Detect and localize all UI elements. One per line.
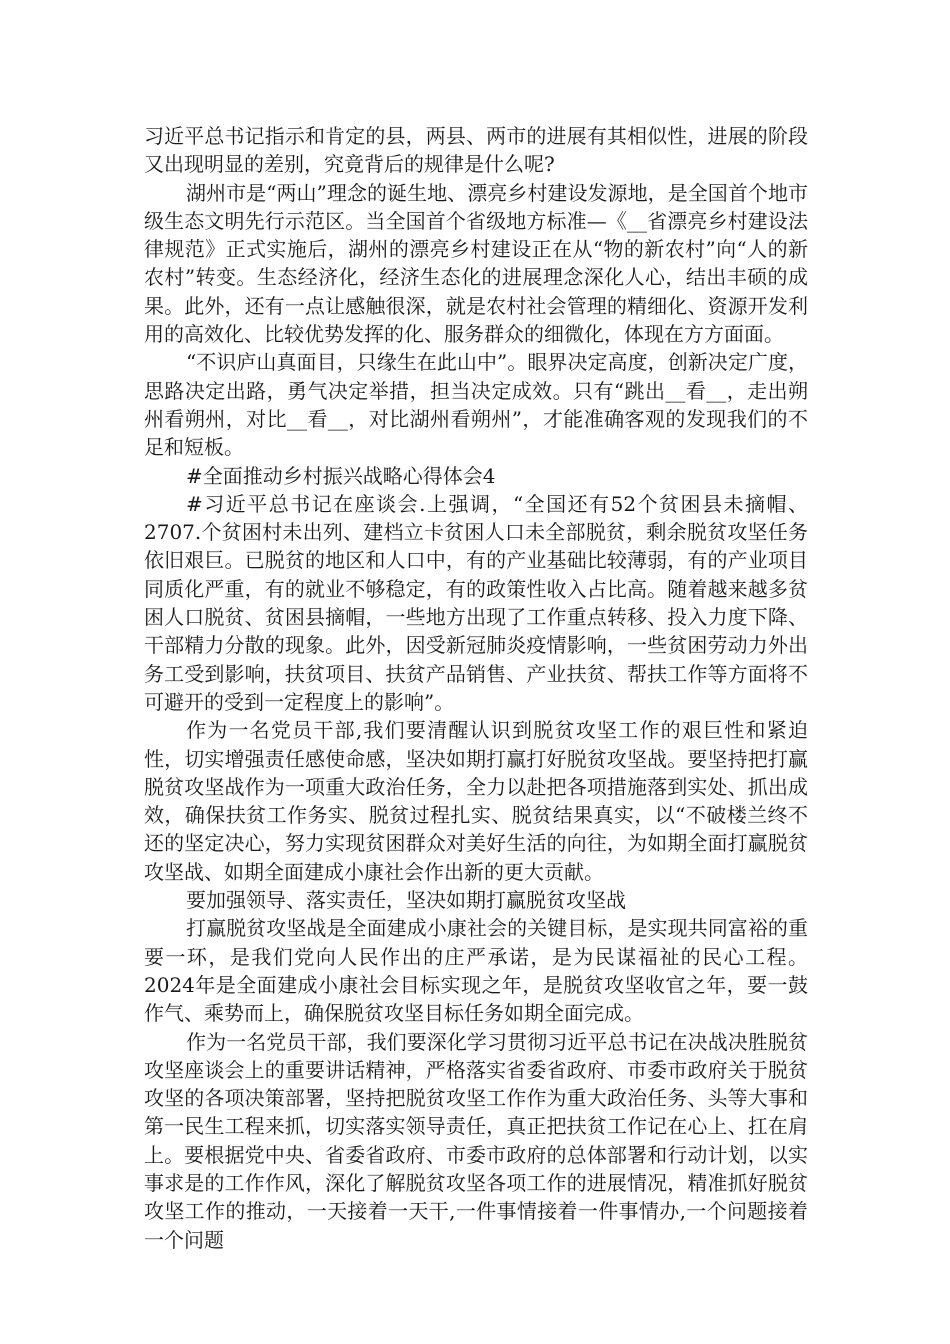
section-heading: #全面推动乡村振兴战略心得体会4 <box>186 463 496 488</box>
paragraph-1: 习近平总书记指示和肯定的县，两县、两市的进展有其相似性，进展的阶段又出现明显的差别，究竟背后的规律是什么呢? <box>144 124 808 177</box>
paragraph-5: 作为一名党员干部,我们要清醒认识到脱贫攻坚工作的艰巨性和紧迫性，切实增强责任感使命感，坚决如期打赢打好脱贫攻坚战。要坚持把打赢脱贫攻坚战作为一项重大政治任务，全力以赴把各项措施落到实处、抓出成效，确保扶贫工作务实、脱贫过程扎实、脱贫结果真实，以“不破楼兰终不还的坚定决心，努力实现贫困群众对美好生活的向往，为如期全面打赢脱贫攻坚战、如期全面建成小康社会作出新的更大贡献。 <box>144 718 808 884</box>
paragraph-6: 打赢脱贫攻坚战是全面建成小康社会的关键目标，是实现共同富裕的重要一环，是我们党向人民作出的庄严承诺，是为民谋福祉的民心工程。2024年是全面建成小康社会目标实现之年，是脱贫攻坚收官之年，要一鼓作气、乘势而上，确保脱贫攻坚目标任务如期全面完成。 <box>144 916 808 1026</box>
subheading: 要加强领导、落实责任，坚决如期打赢脱贫攻坚战 <box>186 888 626 913</box>
paragraph-3: “不识庐山真面目，只缘生在此山中”。眼界决定高度，创新决定广度，思路决定出路，勇气决定举措，担当决定成效。只有“跳出__看__，走出朔州看朔州，对比__看__，对比湖州看朔州”，才能准确客观的发现我们的不足和短板。 <box>144 350 808 460</box>
paragraph-7: 作为一名党员干部，我们要深化学习贯彻习近平总书记在决战决胜脱贫攻坚座谈会上的重要讲话精神，严格落实省委省政府、市委市政府关于脱贫攻坚的各项决策部署，坚持把脱贫攻坚工作作为重大政治任务、头等大事和第一民生工程来抓，切实落实领导责任，真正把扶贫工作记在心上、扛在肩上。要根据党中央、省委省政府、市委市政府的总体部署和行动计划，以实事求是的工作作风，深化了解脱贫攻坚各项工作的进展情况，精准抓好脱贫攻坚工作的推动，一天接着一天干,一件事情接着一件事情办,一个问题接着一个问题 <box>144 1029 808 1252</box>
document-body <box>144 122 808 1254</box>
paragraph-4: #习近平总书记在座谈会.上强调，“全国还有52个贫困县未摘帽、2707.个贫困村未出列、建档立卡贫困人口未全部脱贫，剩余脱贫攻坚任务依旧艰巨。已脱贫的地区和人口中，有的产业基础比较薄弱，有的产业项目同质化严重，有的就业不够稳定，有的政策性收入占比高。随着越来越多贫困人口脱贫、贫困县摘帽，一些地方出现了工作重点转移、投入力度下降、干部精力分散的现象。此外，因受新冠肺炎疫情影响，一些贫困劳动力外出务工受到影响，扶贫项目、扶贫产品销售、产业扶贫、帮扶工作等方面将不可避开的受到一定程度上的影响”。 <box>144 491 808 714</box>
paragraph-2: 湖州市是“两山”理念的诞生地、漂亮乡村建设发源地，是全国首个地市级生态文明先行示范区。当全国首个省级地方标准—《__省漂亮乡村建设法律规范》正式实施后，湖州的漂亮乡村建设正在从“物的新农村”向“人的新农村”转变。生态经济化，经济生态化的进展理念深化人心，结出丰硕的成果。此外，还有一点让感触很深，就是农村社会管理的精细化、资源开发利用的高效化、比较优势发挥的化、服务群众的细微化，体现在方方面面。 <box>144 180 808 347</box>
